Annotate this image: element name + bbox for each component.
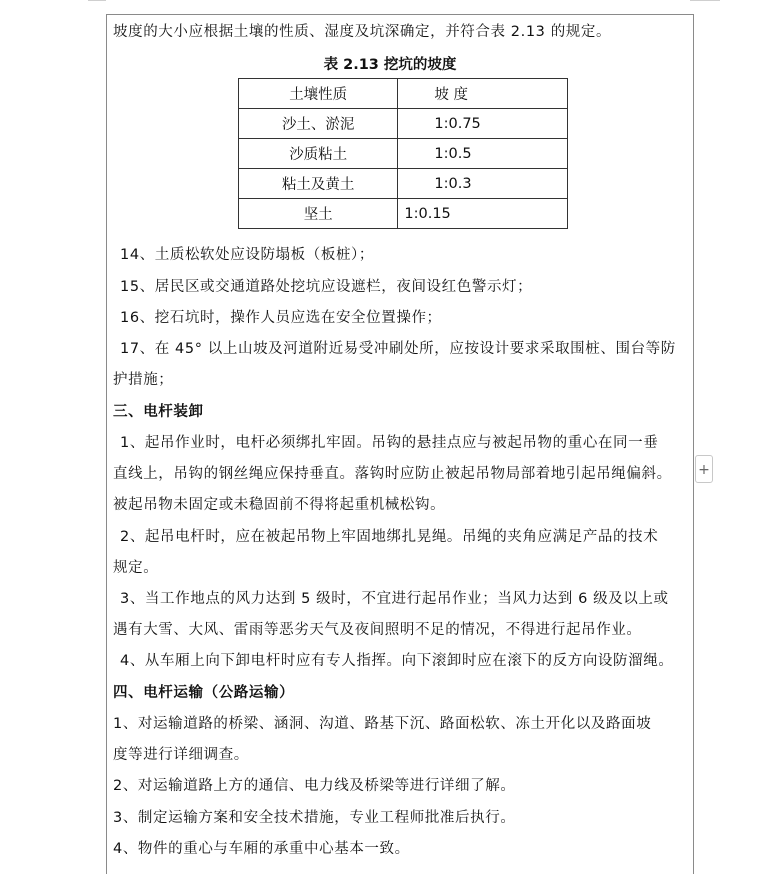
- table-row: [239, 199, 568, 229]
- add-row-button[interactable]: +: [695, 455, 713, 483]
- table-cell: 沙土、淤泥: [239, 109, 398, 139]
- table-cell: 1:0.75: [398, 109, 568, 139]
- paragraph-line: 度等进行详细调查。: [113, 747, 249, 763]
- intro-line: 坡度的大小应根据土壤的性质、湿度及坑深确定，并符合表 2.13 的规定。: [113, 24, 612, 40]
- paragraph-line: 被起吊物未固定或未稳固前不得将起重机械松钩。: [113, 497, 446, 513]
- paragraph-line: 4、物件的重心与车厢的承重中心基本一致。: [113, 841, 410, 857]
- section-heading-4: 四、电杆运输（公路运输）: [113, 685, 295, 701]
- table-caption: 表 2.13 挖坑的坡度: [323, 57, 457, 73]
- paragraph-line: 1、对运输道路的桥梁、涵洞、沟道、路基下沉、路面松软、冻土开化以及路面坡: [113, 716, 652, 732]
- table-header-cell: 土壤性质: [239, 79, 398, 109]
- paragraph-line: 遇有大雪、大风、雷雨等恶劣天气及夜间照明不足的情况，不得进行起吊作业。: [113, 622, 642, 638]
- table-row: [239, 169, 568, 199]
- paragraph-line: 3、制定运输方案和安全技术措施，专业工程师批准后执行。: [113, 810, 516, 826]
- table-cell: 粘土及黄土: [239, 169, 398, 199]
- slope-table: [238, 78, 568, 229]
- table-header-cell: 坡 度: [398, 79, 568, 109]
- table-cell: 坚土: [239, 199, 398, 229]
- page-corner-guide-right: [690, 0, 720, 1]
- paragraph-line: 直线上，吊钩的钢丝绳应保持垂直。落钩时应防止被起吊物局部着地引起吊绳偏斜。: [113, 466, 672, 482]
- table-row: [239, 109, 568, 139]
- list-item: 14、土质松软处应设防塌板（板桩）；: [120, 247, 374, 263]
- table-row: [239, 139, 568, 169]
- list-item: 16、挖石坑时，操作人员应选在安全位置操作；: [120, 310, 442, 326]
- table-cell: 沙质粘土: [239, 139, 398, 169]
- table-header-row: [239, 79, 568, 109]
- paragraph-line: 2、起吊电杆时，应在被起吊物上牢固地绑扎晃绳。吊绳的夹角应满足产品的技术: [120, 529, 659, 545]
- paragraph-line: 3、当工作地点的风力达到 5 级时，不宜进行起吊作业；当风力达到 6 级及以上或: [120, 591, 669, 607]
- paragraph-line: 4、从车厢上向下卸电杆时应有专人指挥。向下滚卸时应在滚下的反方向设防溜绳。: [120, 653, 674, 669]
- list-item: 15、居民区或交通道路处挖坑应设遮栏，夜间设红色警示灯；: [120, 279, 533, 295]
- list-item: 17、在 45° 以上山坡及河道附近易受冲刷处所，应按设计要求采取围桩、围台等防: [120, 341, 676, 357]
- table-cell: 1:0.15: [398, 199, 568, 229]
- table-cell: 1:0.5: [398, 139, 568, 169]
- paragraph-line: 2、对运输道路上方的通信、电力线及桥梁等进行详细了解。: [113, 778, 516, 794]
- page-corner-guide-left: [88, 0, 106, 1]
- section-heading-3: 三、电杆装卸: [113, 404, 204, 420]
- paragraph-line: 1、起吊作业时，电杆必须绑扎牢固。吊钩的悬挂点应与被起吊物的重心在同一垂: [120, 435, 659, 451]
- table-cell: 1:0.3: [398, 169, 568, 199]
- list-item-continued: 护措施；: [113, 372, 174, 388]
- paragraph-line: 规定。: [113, 560, 159, 576]
